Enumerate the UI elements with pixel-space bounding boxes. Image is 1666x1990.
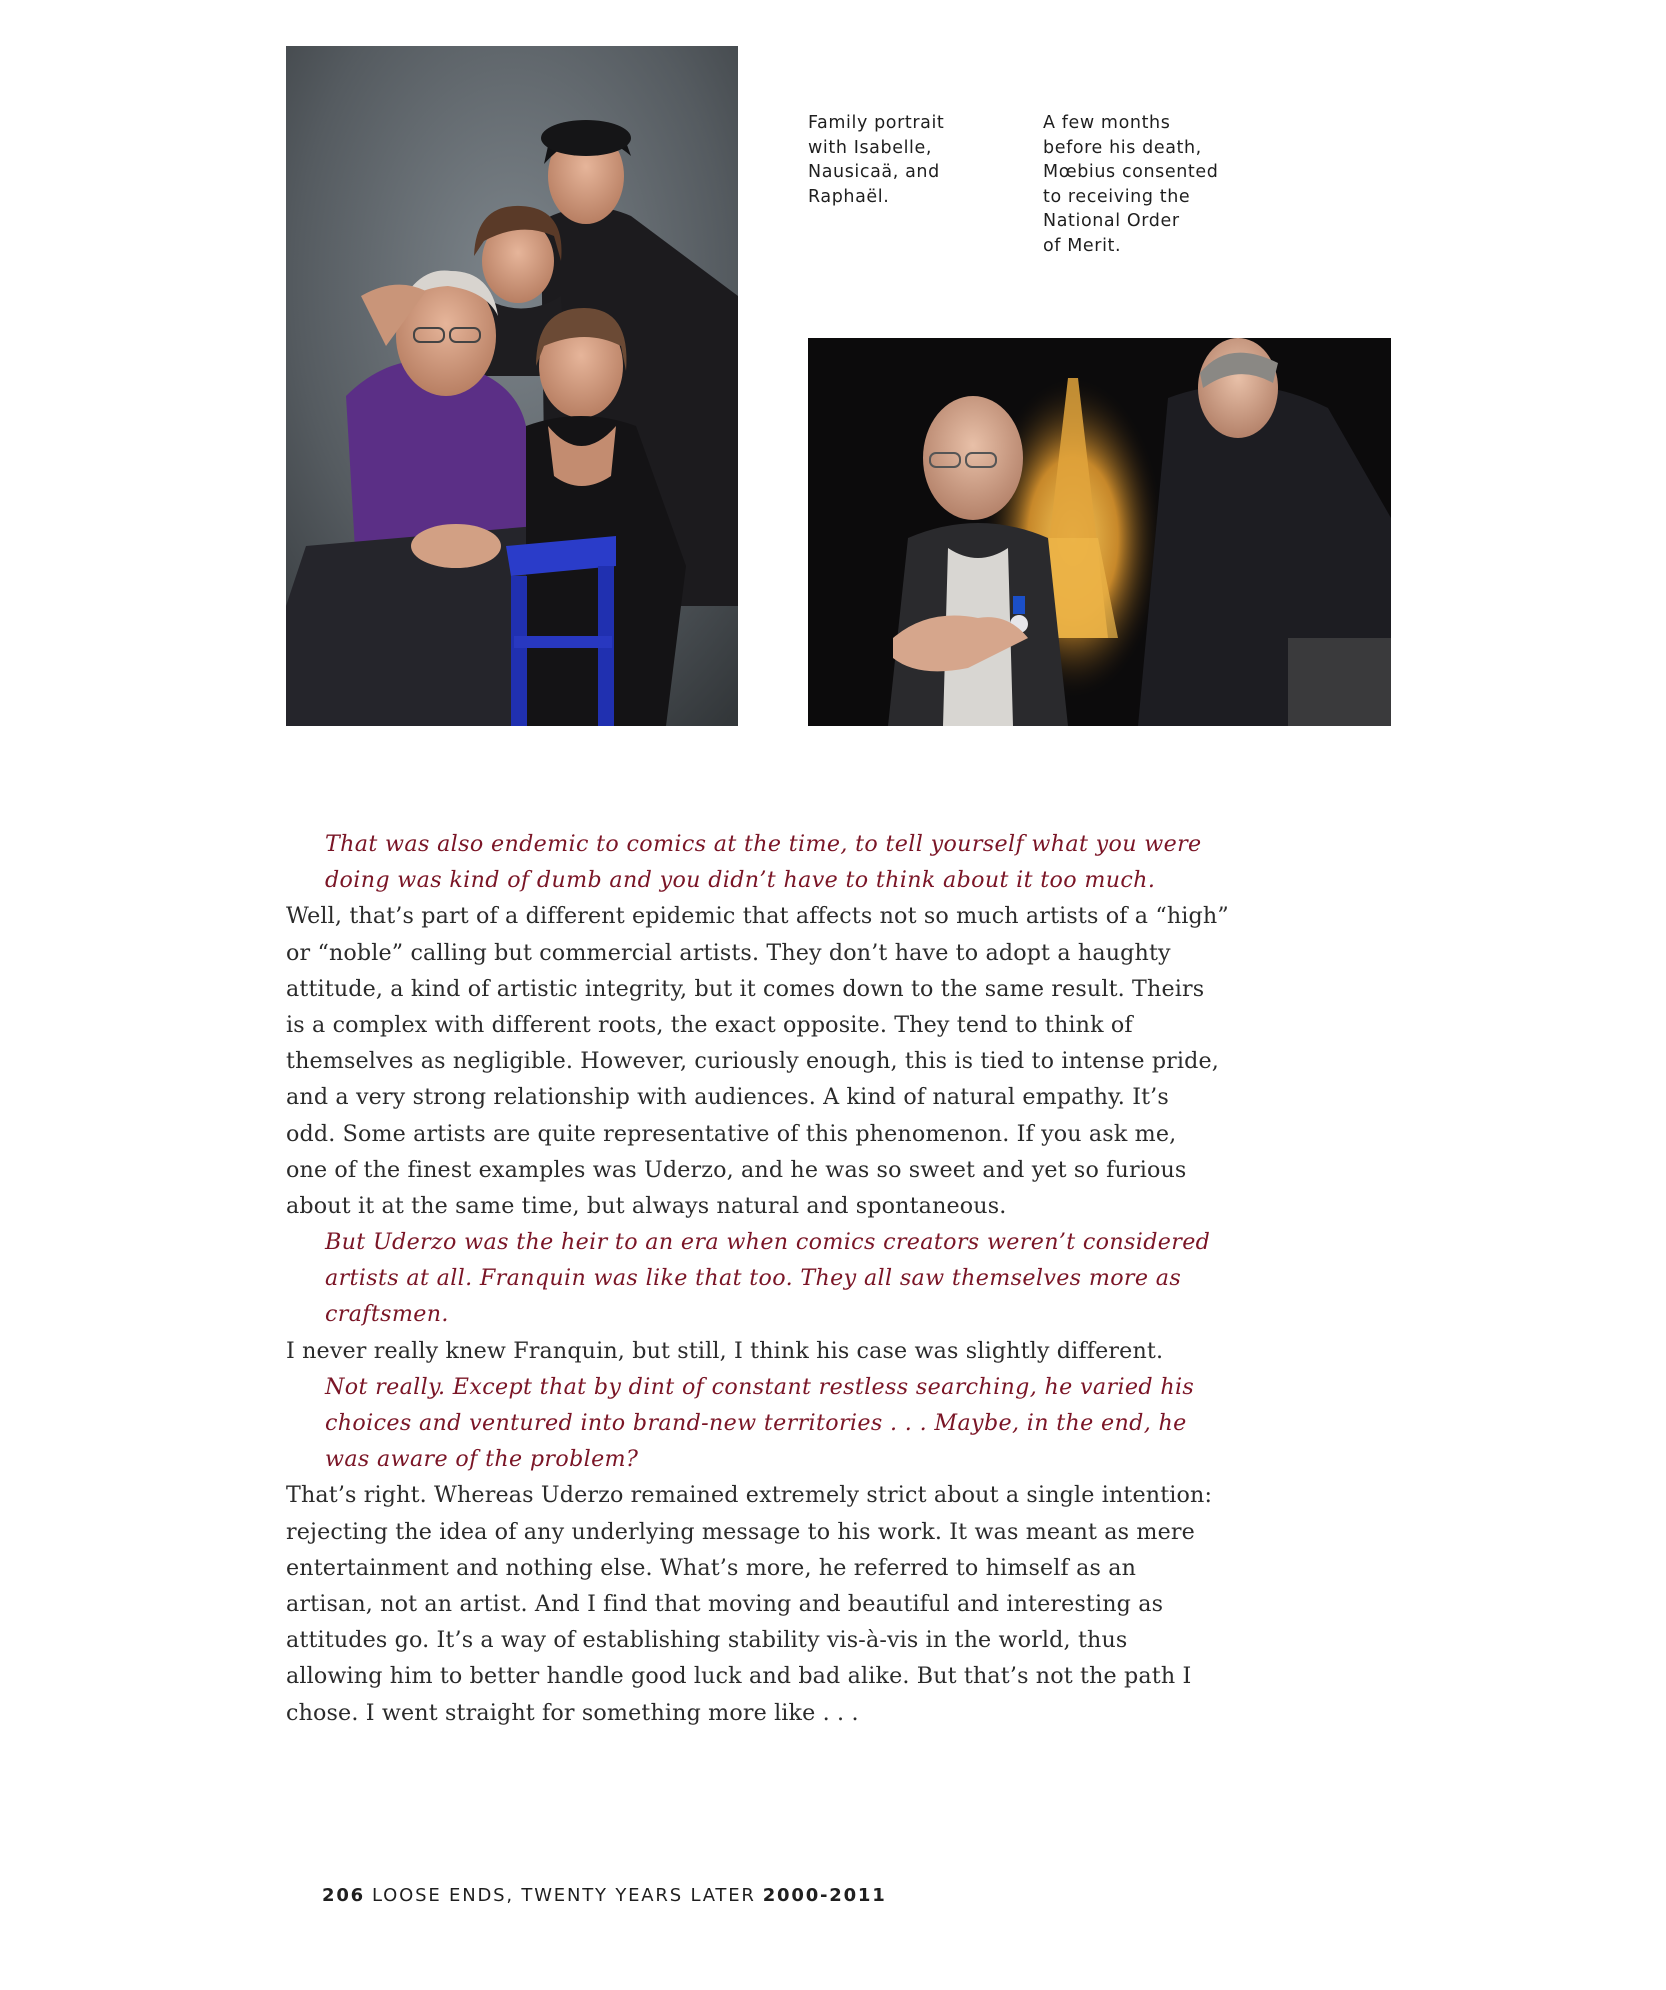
caption-line: of Merit. bbox=[1043, 235, 1122, 256]
text-line: That’s right. Whereas Uderzo remained extremely strict about a single intention: bbox=[286, 1482, 1213, 1509]
caption-line: A few months bbox=[1043, 113, 1171, 133]
text-line: one of the finest examples was Uderzo, and he was so sweet and yet so furious bbox=[286, 1156, 1187, 1183]
text-line: is a complex with different roots, the exact opposite. They tend to think of bbox=[286, 1011, 1133, 1038]
text-line: odd. Some artists are quite representative of this phenomenon. If you ask me, bbox=[286, 1120, 1177, 1147]
caption-line: to receiving the bbox=[1043, 186, 1191, 207]
caption-line: Nausicaä, and bbox=[808, 162, 940, 183]
chapter-years: 2000-2011 bbox=[762, 1885, 887, 1906]
text-line: I never really knew Franquin, but still, I think his case was slightly different. bbox=[286, 1337, 1164, 1364]
interviewer-question bbox=[286, 1224, 1236, 1333]
caption-line: Family portrait bbox=[808, 113, 945, 133]
text-line: entertainment and nothing else. What’s more, he referred to himself as an bbox=[286, 1554, 1137, 1581]
text-line: attitudes go. It’s a way of establishing stability vis-à-vis in the world, thus bbox=[286, 1627, 1128, 1654]
text-line: allowing him to better handle good luck and bad alike. But that’s not the path I bbox=[286, 1663, 1192, 1690]
order-of-merit-image bbox=[808, 338, 1391, 726]
family-portrait-image bbox=[286, 46, 738, 726]
text-line: Well, that’s part of a different epidemic that affects not so much artists of a “high” bbox=[286, 903, 1229, 930]
text-line: artists at all. Franquin was like that too. They all saw themselves more as bbox=[325, 1265, 1182, 1292]
text-line: or “noble” calling but commercial artists. They don’t have to adopt a haughty bbox=[286, 939, 1171, 966]
order-of-merit-photo bbox=[808, 338, 1391, 726]
text-line: themselves as negligible. However, curiously enough, this is tied to intense pride, bbox=[286, 1048, 1220, 1075]
caption-line: Raphaël. bbox=[808, 186, 890, 207]
text-line: about it at the same time, but always natural and spontaneous. bbox=[286, 1192, 1007, 1219]
caption-line: before his death, bbox=[1043, 137, 1202, 158]
text-line: But Uderzo was the heir to an era when comics creators weren’t considered bbox=[325, 1229, 1211, 1256]
interviewee-answer bbox=[286, 1477, 1236, 1730]
text-line: and a very strong relationship with audiences. A kind of natural empathy. It’s bbox=[286, 1084, 1169, 1111]
text-line: rejecting the idea of any underlying message to his work. It was meant as mere bbox=[286, 1518, 1195, 1545]
text-line: That was also endemic to comics at the time, to tell yourself what you were bbox=[325, 831, 1202, 857]
family-portrait-photo bbox=[286, 46, 738, 726]
caption-line: Mœbius consented bbox=[1043, 162, 1219, 183]
caption-line: with Isabelle, bbox=[808, 137, 933, 158]
order-of-merit-caption bbox=[1043, 111, 1243, 259]
text-line: doing was kind of dumb and you didn’t have to think about it too much. bbox=[325, 867, 1156, 894]
text-line: craftsmen. bbox=[325, 1301, 449, 1328]
text-line: chose. I went straight for something more like . . . bbox=[286, 1699, 859, 1726]
text-line: attitude, a kind of artistic integrity, but it comes down to the same result. Theirs bbox=[286, 975, 1205, 1002]
text-line: Not really. Except that by dint of constant restless searching, he varied his bbox=[325, 1373, 1195, 1400]
caption-line: National Order bbox=[1043, 211, 1180, 232]
page-number: 206 bbox=[322, 1885, 365, 1906]
text-line: was aware of the problem? bbox=[325, 1446, 639, 1473]
interview-text bbox=[286, 826, 1236, 1731]
interviewee-answer bbox=[286, 898, 1236, 1224]
chapter-title: LOOSE ENDS, TWENTY YEARS LATER bbox=[371, 1885, 756, 1906]
text-line: artisan, not an artist. And I find that moving and beautiful and interesting as bbox=[286, 1590, 1164, 1617]
text-line: choices and ventured into brand-new territories . . . Maybe, in the end, he bbox=[325, 1410, 1187, 1436]
interviewee-answer bbox=[286, 1333, 1236, 1369]
interviewer-question bbox=[286, 826, 1236, 898]
interviewer-question bbox=[286, 1369, 1236, 1478]
page-footer bbox=[322, 1885, 887, 1906]
family-portrait-caption bbox=[808, 111, 988, 209]
